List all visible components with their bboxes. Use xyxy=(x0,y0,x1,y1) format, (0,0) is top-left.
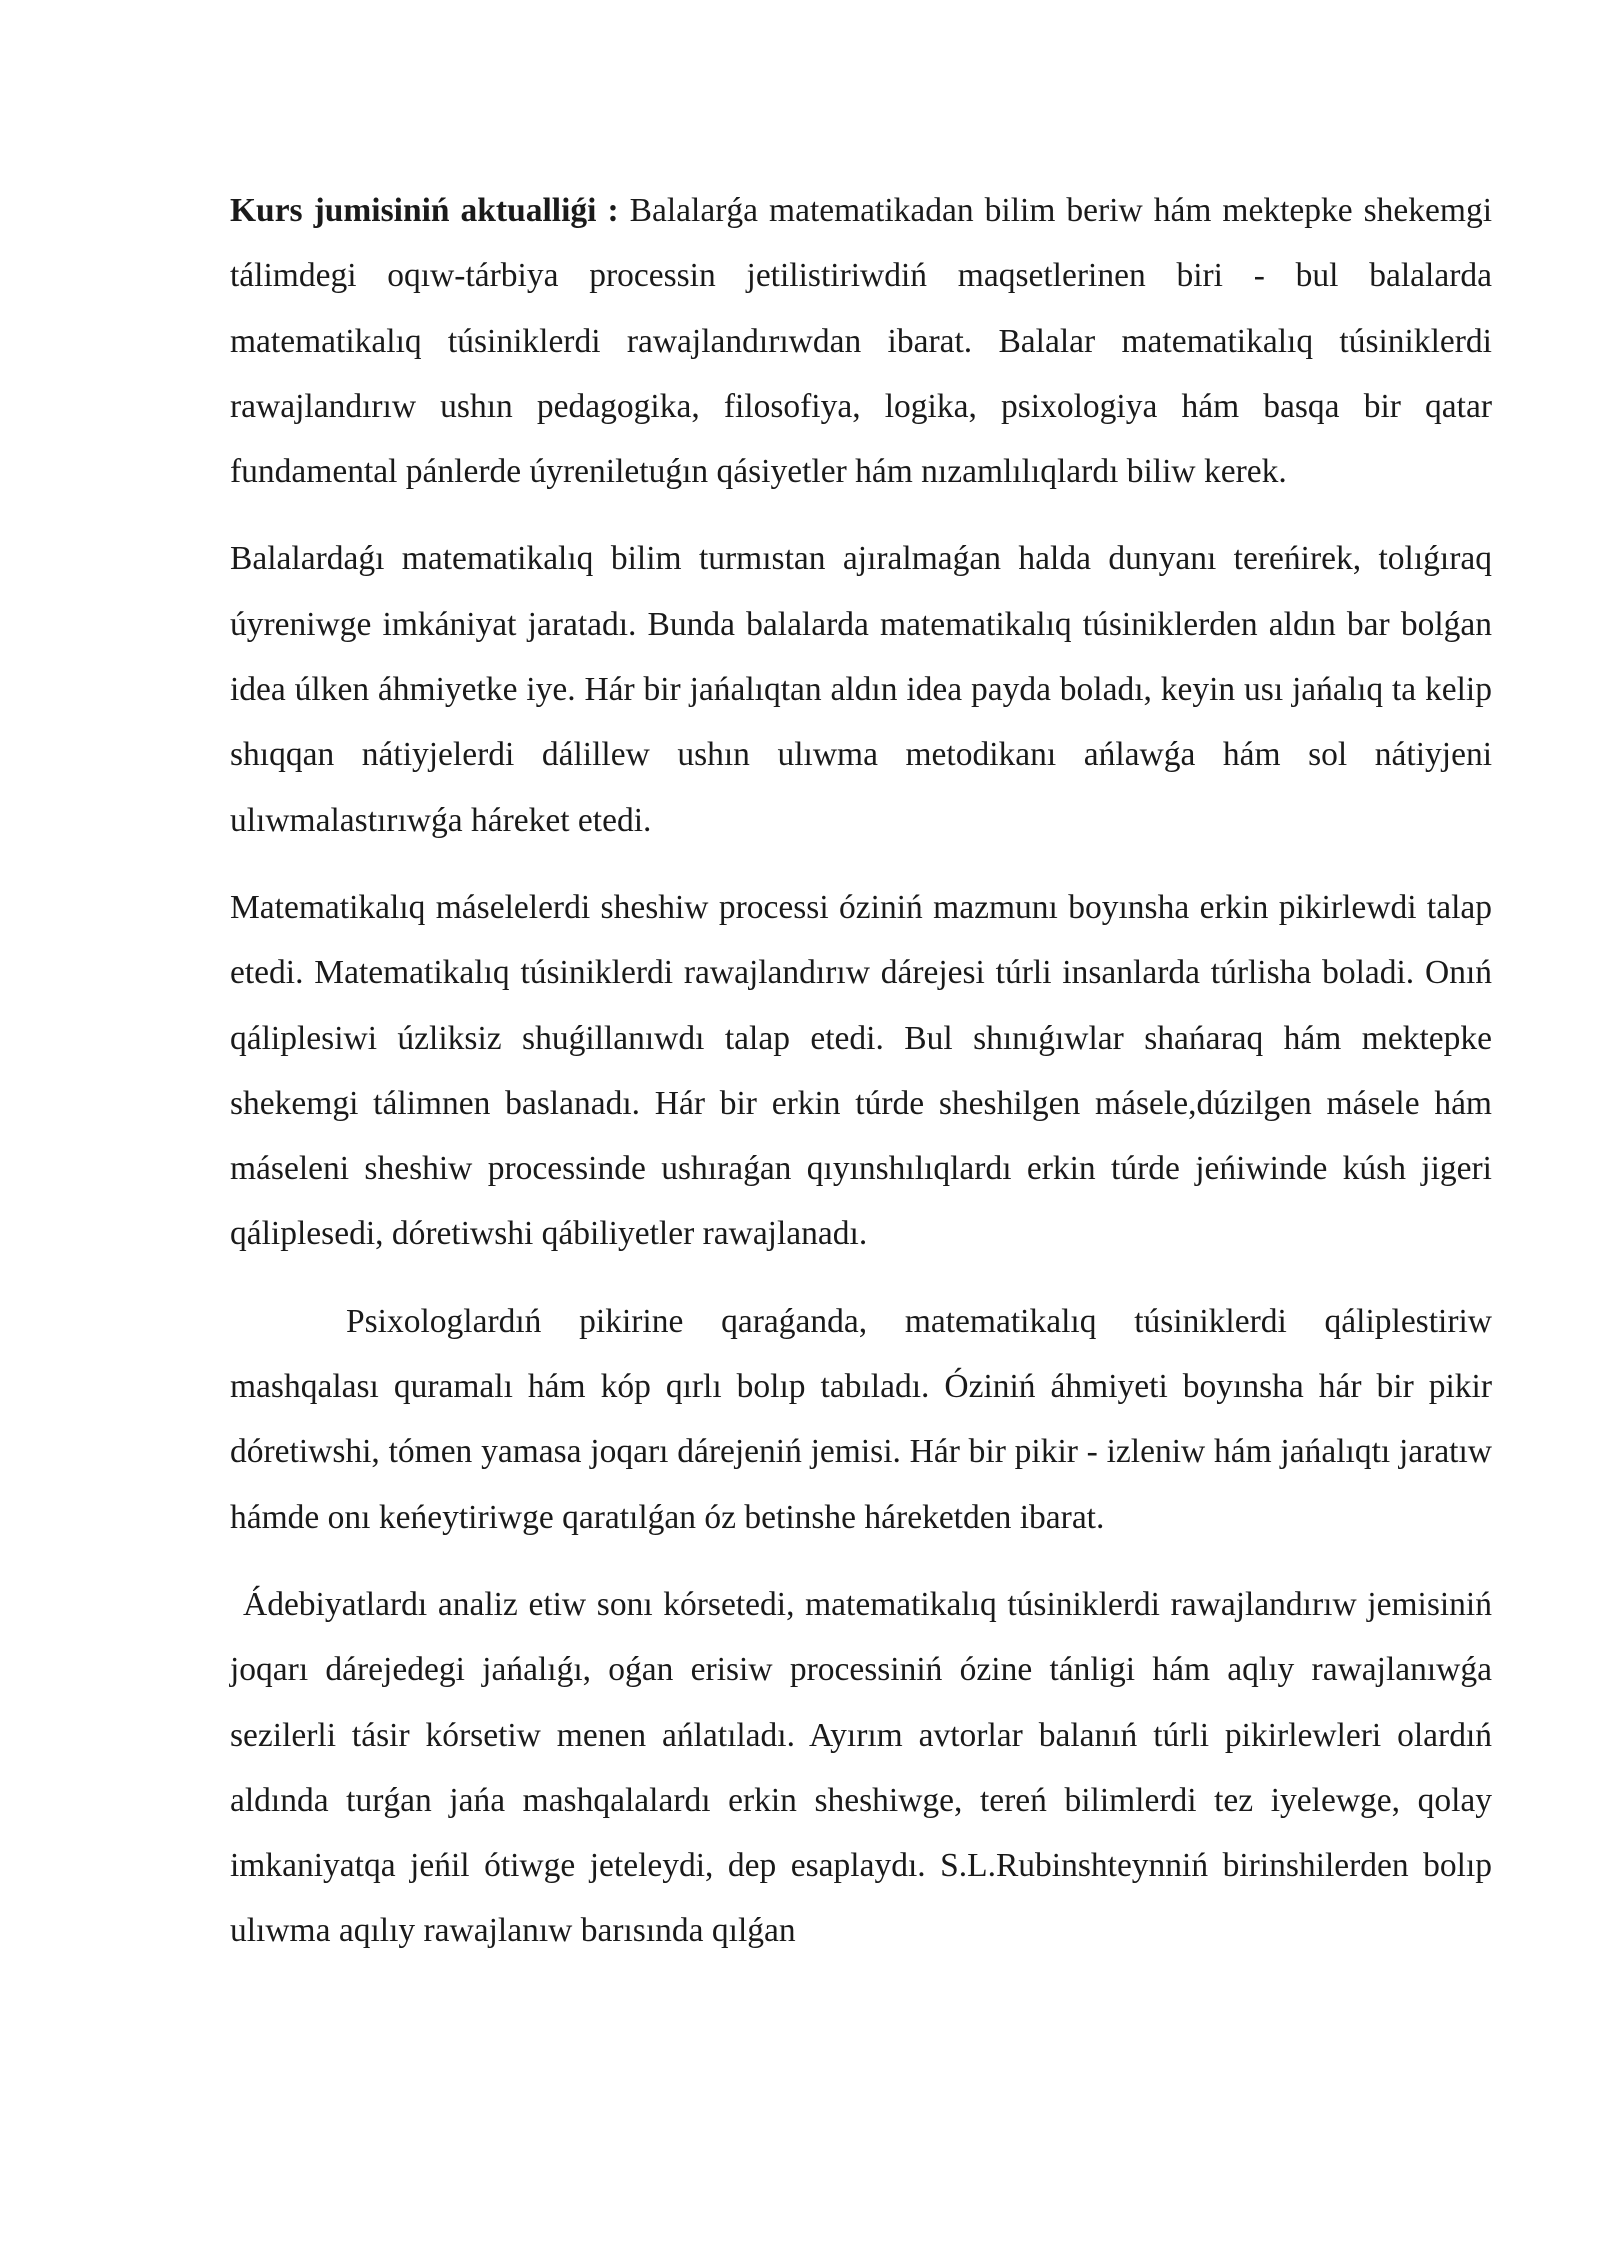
section-heading: Kurs jumisiniń aktualliǵi : xyxy=(230,192,619,229)
paragraph-relevance xyxy=(230,178,1492,504)
paragraph-text: Psixologlardıń pikirine qaraǵanda, matematikalıq túsiniklerdi qáliplestiriw mashqalası quramalı hám kóp qırlı bolıp tabıladı. Óziniń áhmiyeti boyınsha hár bir pikir dóretiwshi, tómen yamasa joqarı dárejeniń jemisi. Hár bir pikir - izleniw hám jańalıqtı jaratıw hámde onı keńeytiriwge qaratılǵan óz betinshe háreketden ibarat. xyxy=(230,1302,1492,1536)
paragraph-2 xyxy=(230,526,1492,852)
paragraph-3 xyxy=(230,875,1492,1267)
paragraph-text: Matematikalıq máselelerdi sheshiw processi óziniń mazmunı boyınsha erkin pikirlewdi talap etedi. Matematikalıq túsiniklerdi rawajlandırıw dárejesi túrli insanlarda túrlisha boladi. Onıń qáliplesiwi úzliksiz shuǵillanıwdı talap etedi. Bul shınıǵıwlar shańaraq hám mektepke shekemgi tálimnen baslanadı. Hár bir erkin túrde sheshilgen másele,dúzilgen másele hám máseleni sheshiw processinde ushıraǵan qıyınshılıqlardı erkin túrde jeńiwinde kúsh jigeri qáliplesedi, dóretiwshi qábiliyetler rawajlanadı. xyxy=(230,888,1492,1253)
document-body xyxy=(230,178,1492,1986)
paragraph-text: Ádebiyatlardı analiz etiw sonı kórsetedi, matematikalıq túsiniklerdi rawajlandırıw jemisiniń joqarı dárejedegi jańalıǵı, oǵan erisiw processiniń ózine tánligi hám aqlıy rawajlanıwǵa sezilerli tásir kórsetiw menen ańlatıladı. Ayırım avtorlar balanıń túrli pikirlewleri olardıń aldında turǵan jańa mashqalalardı erkin sheshiwge, tereń bilimlerdi tez iyelewge, qolay imkaniyatqa jeńil ótiwge jeteleydi, dep esaplaydı. S.L.Rubinshteynniń birinshilerden bolıp ulıwma aqılıy rawajlanıw barısında qılǵan xyxy=(230,1585,1492,1950)
paragraph-text: Balalardaǵı matematikalıq bilim turmıstan ajıralmaǵan halda dunyanı tereńirek, tolıǵıraq úyreniwge imkániyat jaratadı. Bunda balalarda matematikalıq túsiniklerden aldın bar bolǵan idea úlken áhmiyetke iye. Hár bir jańalıqtan aldın idea payda boladı, keyin usı jańalıq ta kelip shıqqan nátiyjelerdi dálillew ushın ulıwma metodikanı ańlawǵa hám sol nátiyjeni ulıwmalastırıwǵa háreket etedi. xyxy=(230,540,1492,839)
paragraph-text: Balalarǵa matematikadan bilim beriw hám mektepke shekemgi tálimdegi oqıw-tárbiya processin jetilistiriwdiń maqsetlerinen biri - bul balalarda matematikalıq túsiniklerdi rawajlandırıwdan ibarat. Balalar matematikalıq túsiniklerdi rawajlandırıw ushın pedagogika, filosofiya, logika, psixologiya hám basqa bir qatar fundamental pánlerde úyreniletuǵın qásiyetler hám nızamlılıqlardı biliw kerek. xyxy=(230,192,1493,491)
paragraph-4 xyxy=(230,1289,1492,1550)
paragraph-5 xyxy=(230,1572,1492,1964)
